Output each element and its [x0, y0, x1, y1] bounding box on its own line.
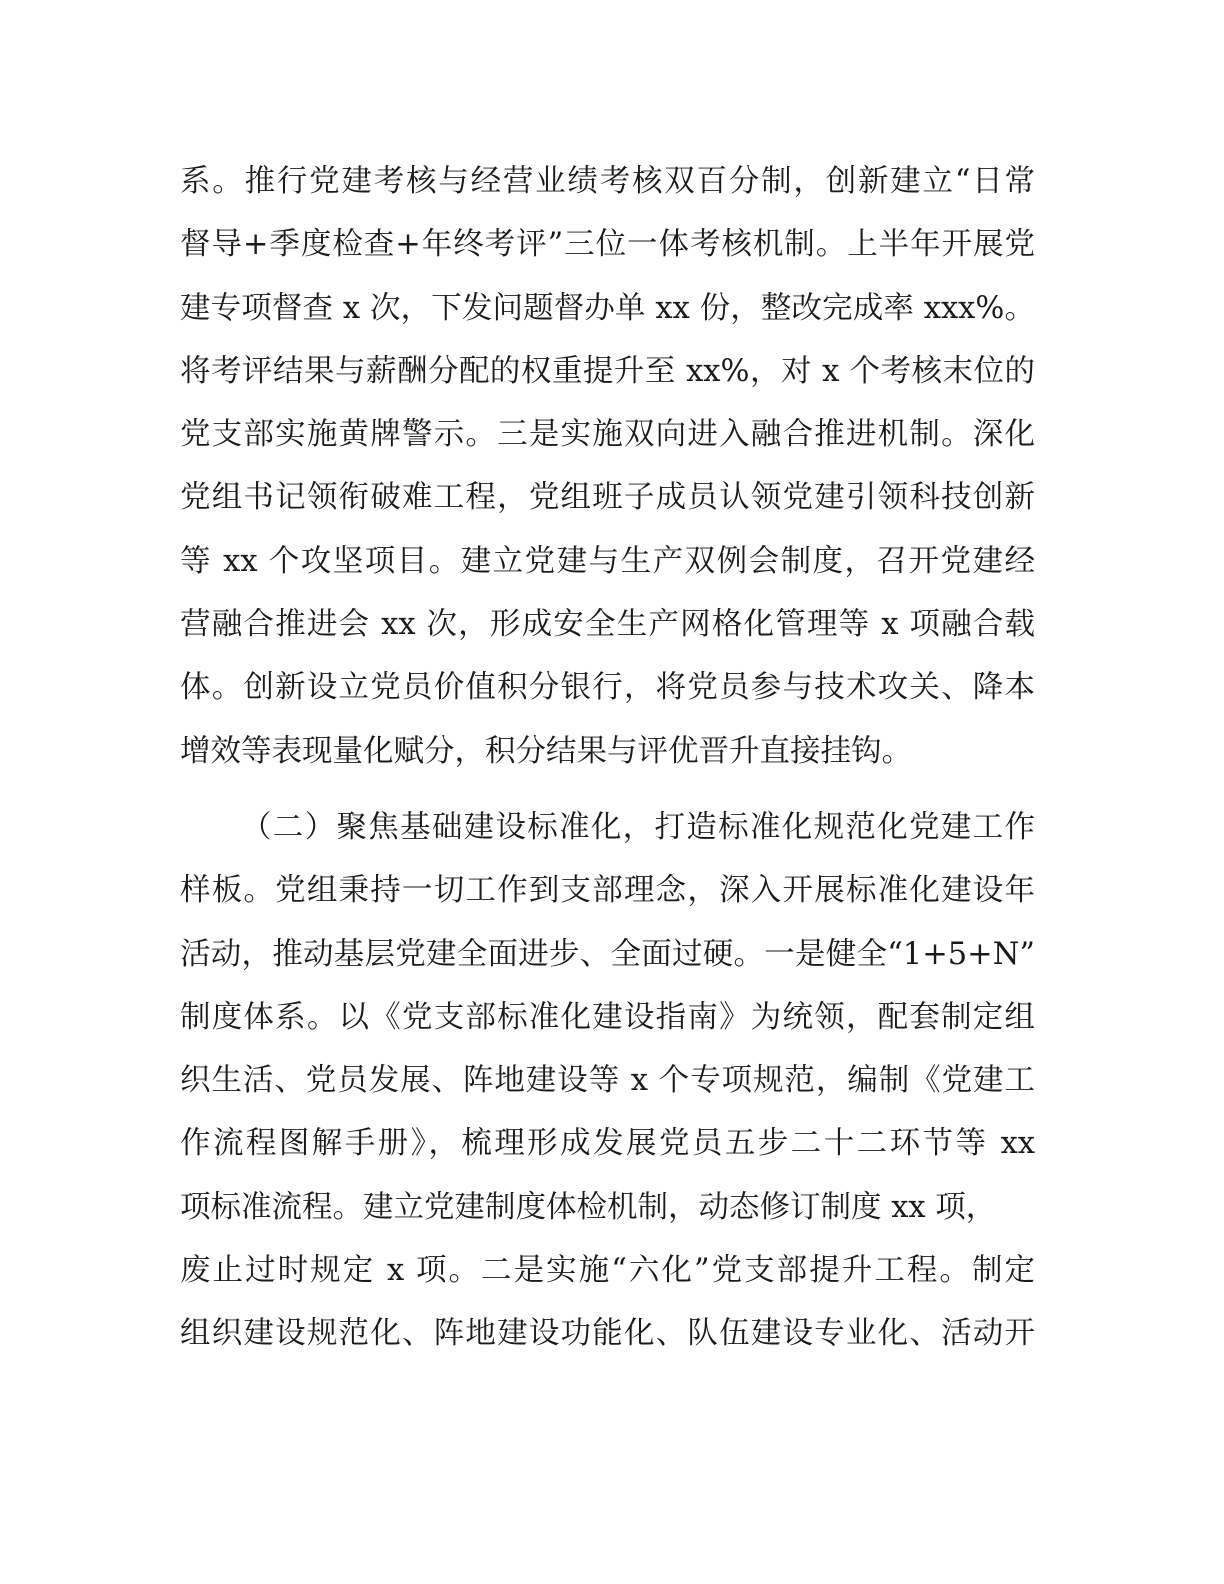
paragraph-1-line-7: 等 xx 个攻坚项目。建立党建与生产双例会制度，召开党建经: [180, 543, 1035, 579]
paragraph-1-line-6: 党组书记领衔破难工程，党组班子成员认领党建引领科技创新: [180, 480, 1035, 516]
paragraph-2-line-6: 作流程图解手册》，梳理形成发展党员五步二十二环节等 xx: [180, 1126, 1035, 1162]
paragraph-1-line-8: 营融合推进会 xx 次，形成安全生产网格化管理等 x 项融合载: [180, 607, 1035, 643]
paragraph-2-line-1: （二）聚焦基础建设标准化，打造标准化规范化党建工作: [241, 810, 1035, 845]
paragraph-1-line-9: 体。创新设立党员价值积分银行，将党员参与技术攻关、降本: [180, 670, 1035, 706]
paragraph-1: [180, 150, 1035, 783]
paragraph-2-line-8: 废止过时规定 x 项。二是实施“六化”党支部提升工程。制定: [180, 1253, 1035, 1289]
paragraph-2-line-7: 项标准流程。建立党建制度体检机制，动态修订制度 xx 项，: [180, 1189, 997, 1225]
paragraph-2-line-5: 织生活、党员发展、阵地建设等 x 个专项规范，编制《党建工: [180, 1063, 1035, 1099]
paragraph-2-line-2: 样板。党组秉持一切工作到支部理念，深入开展标准化建设年: [180, 873, 1035, 909]
paragraph-1-line-3: 建专项督查 x 次，下发问题督办单 xx 份，整改完成率 xxx%。: [180, 290, 1035, 326]
paragraph-2: [180, 796, 1035, 1366]
paragraph-1-line-4: 将考评结果与薪酬分配的权重提升至 xx%，对 x 个考核末位的: [180, 353, 1035, 389]
paragraph-1-line-1: 系。推行党建考核与经营业绩考核双百分制，创新建立“日常: [180, 164, 1035, 199]
paragraph-1-line-5: 党支部实施黄牌警示。三是实施双向进入融合推进机制。深化: [180, 417, 1035, 453]
paragraph-1-line-10: 增效等表现量化赋分，积分结果与评优晋升直接挂钩。: [180, 733, 912, 769]
paragraph-2-line-9: 组织建设规范化、阵地建设功能化、队伍建设专业化、活动开: [180, 1316, 1035, 1352]
paragraph-2-line-3: 活动，推动基层党建全面进步、全面过硬。一是健全“1+5+N”: [180, 936, 1035, 972]
paragraph-2-line-4: 制度体系。以《党支部标准化建设指南》为统领，配套制定组: [180, 999, 1035, 1035]
paragraph-1-line-2: 督导+季度检查+年终考评”三位一体考核机制。上半年开展党: [180, 227, 1035, 263]
